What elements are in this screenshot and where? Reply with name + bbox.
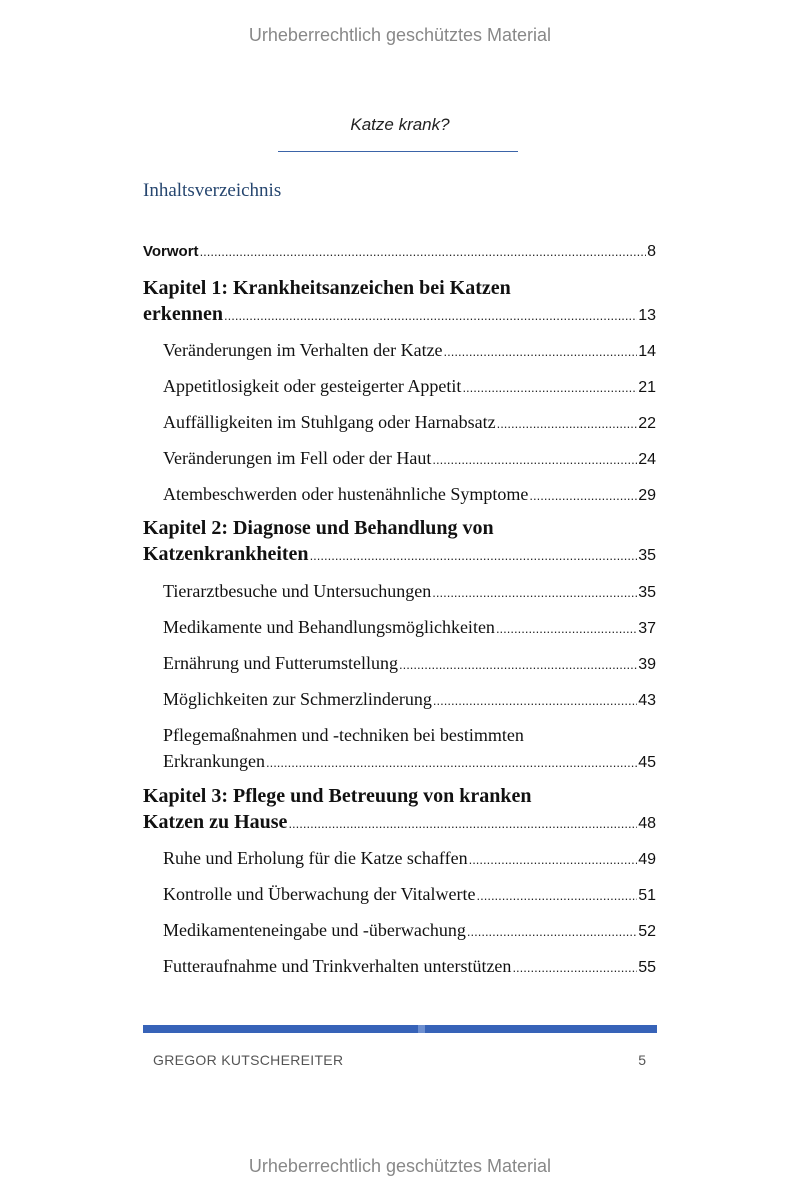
toc-page-number: 49 [638, 851, 656, 868]
toc-page-number: 29 [638, 487, 656, 504]
toc-entry-section[interactable] [163, 650, 656, 678]
toc-entry-title: Veränderungen im Fell oder der Haut [163, 448, 432, 468]
toc-page-number: 35 [638, 584, 656, 601]
toc-leader [266, 750, 637, 776]
toc-leader [467, 919, 637, 945]
toc-entry-title: Kapitel 1: Krankheitsanzeichen bei Katzen [143, 277, 511, 299]
toc-entry-title: Kapitel 3: Pflege und Betreuung von kranken [143, 785, 532, 807]
watermark-top: Urheberrechtlich geschütztes Material [248, 25, 552, 45]
toc-page-number: 51 [638, 887, 656, 904]
toc-page-number: 8 [647, 243, 656, 260]
toc-leader [200, 239, 647, 265]
toc-page-number: 43 [638, 692, 656, 709]
toc-leader [399, 652, 637, 678]
toc-leader [469, 847, 638, 873]
toc-entry-title-cont: Katzen zu Hause [143, 811, 288, 833]
toc-page-number: 45 [638, 754, 656, 771]
toc-page-number: 55 [638, 959, 656, 976]
toc-leader [433, 688, 637, 714]
toc-entry-title-cont: erkennen [143, 303, 223, 325]
toc-entry-section[interactable] [163, 881, 656, 909]
toc-page-number: 13 [638, 307, 656, 324]
toc-entry-title: Medikamenteneingabe und -überwachung [163, 920, 466, 940]
toc-page-number: 22 [638, 415, 656, 432]
toc-entry-title: Vorwort [143, 243, 199, 260]
toc-entry-section[interactable] [163, 445, 656, 473]
toc-entry-title: Ernährung und Futterumstellung [163, 653, 398, 673]
toc-entry-section[interactable] [163, 481, 656, 509]
toc-entry-title: Atembeschwerden oder hustenähnliche Symptome [163, 484, 529, 504]
toc-page-number: 14 [638, 343, 656, 360]
toc-entry-title: Medikamente und Behandlungsmöglichkeiten [163, 617, 495, 637]
toc-page-number: 24 [638, 451, 656, 468]
toc-entry-vorwort[interactable] [143, 239, 656, 265]
toc-leader [310, 543, 638, 569]
toc-heading: Inhaltsverzeichnis [143, 180, 282, 201]
toc-entry-section[interactable] [163, 686, 656, 714]
toc-entry-section[interactable] [163, 373, 656, 401]
footer-bar [143, 1025, 657, 1033]
toc-entry-title: Auffälligkeiten im Stuhlgang oder Harnabsatz [163, 412, 496, 432]
footer-bar-joint [418, 1025, 425, 1033]
toc-entry-section[interactable] [163, 917, 656, 945]
toc-entry-chapter-1[interactable] [143, 275, 656, 329]
toc-page-number: 21 [638, 379, 656, 396]
toc-entry-title: Appetitlosigkeit oder gesteigerter Appetit [163, 376, 462, 396]
toc-entry-title: Ruhe und Erholung für die Katze schaffen [163, 848, 468, 868]
toc-entry-title: Tierarztbesuche und Untersuchungen [163, 581, 432, 601]
toc-entry-chapter-3[interactable] [143, 783, 656, 837]
toc-entry-title-cont: Erkrankungen [163, 751, 265, 771]
toc-leader [224, 303, 637, 329]
toc-leader [529, 483, 637, 509]
running-header-title: Katze krank? [350, 115, 450, 134]
toc-page-number: 37 [638, 620, 656, 637]
toc-leader [432, 580, 637, 606]
toc-leader [477, 883, 638, 909]
footer-page-number: 5 [638, 1052, 646, 1068]
toc-entry-chapter-2[interactable] [143, 515, 656, 569]
toc-entry-section[interactable] [163, 614, 656, 642]
toc-leader [444, 339, 638, 365]
toc-entry-section[interactable] [163, 953, 656, 981]
toc-leader [462, 375, 637, 401]
toc-leader [512, 955, 637, 981]
toc-leader [432, 447, 637, 473]
toc-page-number: 39 [638, 656, 656, 673]
toc-page-number: 35 [638, 547, 656, 564]
toc-entry-section[interactable] [163, 845, 656, 873]
toc-entry-title: Kontrolle und Überwachung der Vitalwerte [163, 884, 476, 904]
watermark-bottom: Urheberrechtlich geschütztes Material [248, 1156, 552, 1176]
toc-entry-title: Veränderungen im Verhalten der Katze [163, 340, 443, 360]
toc-entry-title-cont: Katzenkrankheiten [143, 543, 309, 565]
toc-entry-section[interactable] [163, 337, 656, 365]
toc-entry-title: Kapitel 2: Diagnose und Behandlung von [143, 517, 494, 539]
toc-page-number: 48 [638, 815, 656, 832]
toc-entry-title: Pflegemaßnahmen und -techniken bei bestimmten [163, 725, 524, 745]
toc-entry-title: Möglichkeiten zur Schmerzlinderung [163, 689, 432, 709]
toc-entry-title: Futteraufnahme und Trinkverhalten unterstützen [163, 956, 512, 976]
toc-entry-section[interactable] [163, 409, 656, 437]
toc-page-number: 52 [638, 923, 656, 940]
toc-entry-section[interactable] [163, 578, 656, 606]
footer-author: GREGOR KUTSCHEREITER [153, 1052, 344, 1068]
toc-entry-section[interactable] [163, 722, 656, 776]
toc-leader [288, 811, 637, 837]
toc-leader [496, 616, 637, 642]
toc-leader [497, 411, 638, 437]
